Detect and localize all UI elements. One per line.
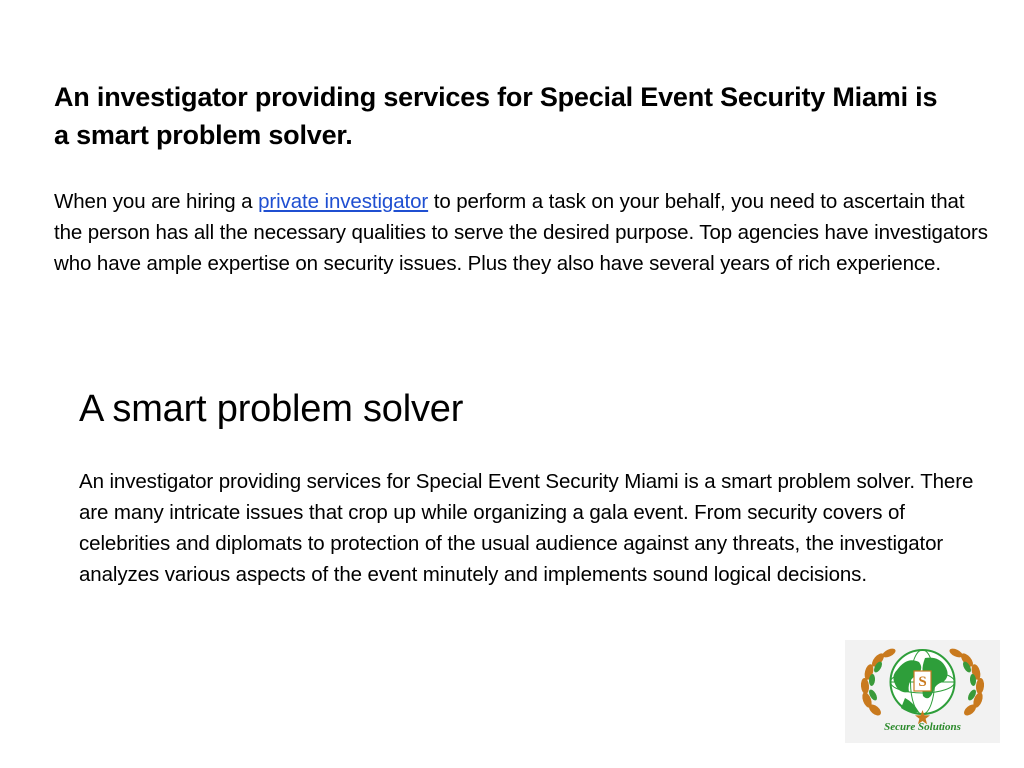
emblem-letter: S (918, 674, 927, 690)
section-title: A smart problem solver (79, 388, 464, 430)
intro-text-after-link: to perform a task on your behalf, you need to ascertain that the person has all the necessary qualities to serve the desired purpose. Top agencies have investigators who have ample expertise on security issues. Plus they also have several years of rich experience. (54, 190, 988, 275)
intro-text-before-link: When you are hiring a (54, 190, 259, 213)
main-heading: An investigator providing services for Special Event Security Miami is a smart problem solver. (54, 82, 938, 150)
secure-solutions-logo (845, 640, 1000, 743)
emblem-letter-icon (914, 671, 931, 691)
intro-paragraph (54, 186, 994, 279)
private-investigator-link[interactable]: private investigator (258, 190, 429, 213)
section-body: An investigator providing services for Special Event Security Miami is a smart problem solver. There are many intricate issues that crop up while organizing a gala event. From security covers of celebrities and diplomats to protection of the usual audience against any threats, the investigator analyzes various aspects of the event minutely and implements sound logical decisions. (79, 470, 974, 586)
logo-name: Secure Solutions (884, 721, 961, 733)
